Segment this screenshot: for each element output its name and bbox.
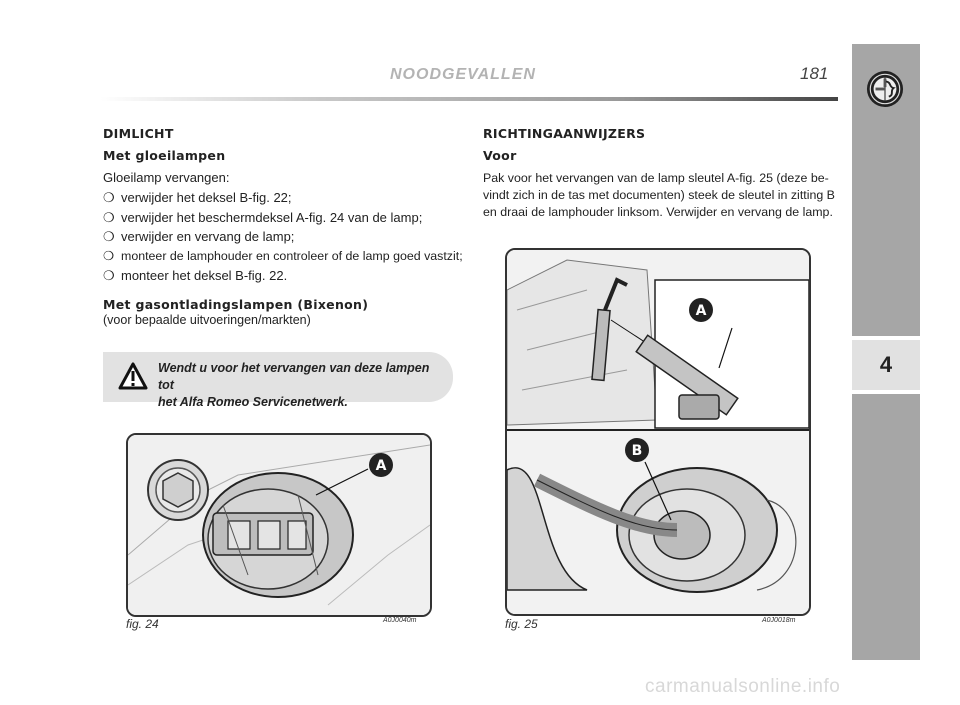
figure-label-a: A [695, 303, 707, 319]
page-number: 181 [800, 64, 829, 83]
list-item [103, 247, 463, 267]
bullet-circle-icon: ❍ [103, 209, 115, 225]
figure-25-caption: fig. 25 [505, 617, 538, 631]
list-item [103, 227, 458, 247]
intro-text: Gloeilamp vervangen: [103, 170, 230, 185]
list-item-text: verwijder het beschermdeksel A-fig. 24 van de lamp; [121, 209, 423, 225]
list-item-text: monteer de lamphouder en controleer of de lamp goed vastzit; [121, 248, 463, 263]
headlamp-cover-drawing [128, 435, 430, 615]
paragraph-line: Pak voor het vervangen van de lamp sleutel A-fig. 25 (deze be- [483, 171, 829, 185]
instruction-paragraph [483, 170, 835, 221]
bullet-circle-icon: ❍ [103, 190, 115, 205]
warning-triangle-icon [118, 362, 148, 390]
watermark: carmanualsonline.info [645, 676, 841, 697]
bullet-circle-icon: ❍ [103, 268, 115, 283]
figure-label-b: B [631, 443, 643, 459]
figure-24-illustration [126, 433, 432, 617]
bullet-list [103, 188, 463, 286]
figure-24-code: A0J0040m [383, 617, 417, 624]
list-item-text: verwijder en vervang de lamp; [121, 229, 295, 244]
warning-line: het Alfa Romeo Servicenetwerk. [158, 395, 348, 409]
indicator-lamp-key-drawing [507, 250, 809, 614]
figure-label-a: A [375, 458, 387, 474]
warning-line: Wendt u voor het vervangen van deze lampen tot [158, 361, 430, 392]
list-item-text: monteer het deksel B-fig. 22. [121, 268, 288, 283]
list-item [103, 266, 458, 286]
alfa-romeo-logo-icon [866, 70, 904, 108]
chapter-tab[interactable]: 4 [852, 340, 920, 390]
bullet-circle-icon: ❍ [103, 248, 115, 263]
section-heading-richtingaanwijzers: RICHTINGAANWIJZERS [483, 126, 646, 141]
warning-text [158, 360, 448, 411]
subheading-gasontladingslampen: Met gasontladingslampen (Bixenon) [103, 296, 369, 312]
availability-note: (voor bepaalde uitvoeringen/markten) [103, 312, 311, 327]
side-tab-bottom [852, 394, 920, 660]
list-item-text: verwijder het deksel B-fig. 22; [121, 190, 292, 205]
figure-24-caption: fig. 24 [126, 617, 159, 631]
section-heading-dimlicht: DIMLICHT [103, 126, 174, 141]
figure-25-code: A0J0018m [762, 617, 796, 624]
header-rule [100, 97, 838, 101]
subheading-gloeilampen: Met gloeilampen [103, 148, 226, 163]
paragraph-line: vindt zich in de tas met documenten) steek de sleutel in zitting B [483, 188, 835, 202]
left-column [103, 126, 463, 328]
bullet-circle-icon: ❍ [103, 229, 115, 244]
page-header-title: NOODGEVALLEN [390, 66, 536, 83]
list-item [103, 208, 458, 228]
paragraph-line: en draai de lamphouder linksom. Verwijder en vervang de lamp. [483, 205, 833, 219]
subheading-voor: Voor [483, 148, 517, 163]
list-item [103, 188, 458, 208]
right-column [483, 126, 835, 221]
figure-25-illustration [505, 248, 811, 616]
